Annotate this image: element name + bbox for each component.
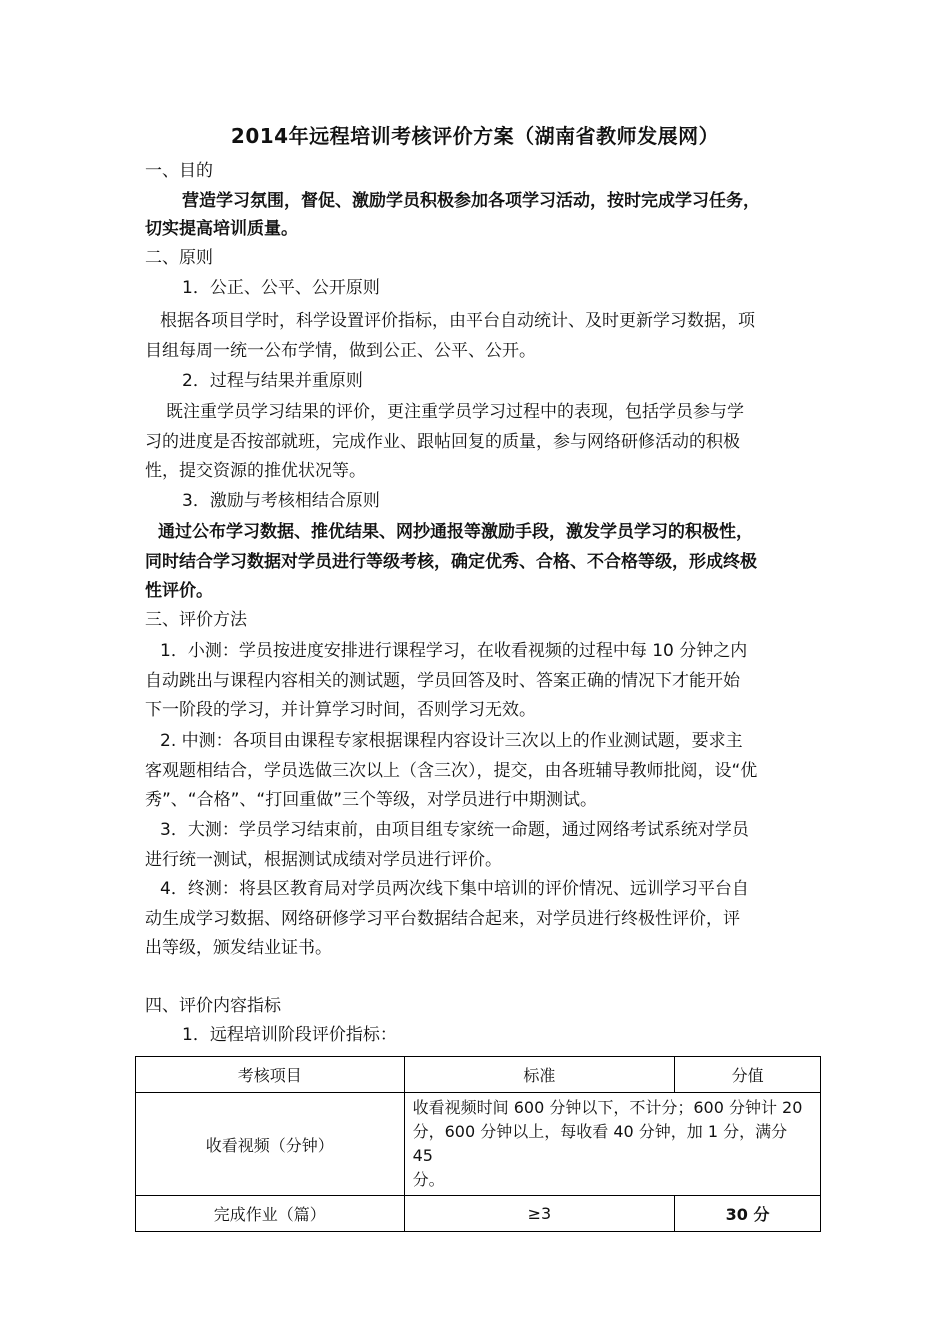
method-1-text-line: 自动跳出与课程内容相关的测试题，学员回答及时、答案正确的情况下才能开始	[145, 671, 740, 691]
table-row	[136, 1196, 821, 1232]
principle-1-text-line: 根据各项目学时，科学设置评价指标，由平台自动统计、及时更新学习数据，项	[160, 311, 755, 331]
method-2-text-line: 秀”、“合格”、“打回重做”三个等级，对学员进行中期测试。	[145, 790, 598, 810]
standard-line: 收看视频时间 600 分钟以下，不计分；600 分钟计 20	[412, 1098, 803, 1117]
method-1-text-line: 下一阶段的学习，并计算学习时间，否则学习无效。	[145, 700, 536, 720]
method-2-text-line: 客观题相结合，学员选做三次以上（含三次），提交，由各班辅导教师批阅，设“优	[145, 761, 758, 781]
criteria-subheading: 1．远程培训阶段评价指标：	[182, 1025, 397, 1045]
principle-3-title: 3．激励与考核相结合原则	[182, 491, 380, 511]
table-cell-standard: ≥3	[404, 1196, 675, 1232]
principle-3-text-line: 通过公布学习数据、推优结果、网抄通报等激励手段，激发学员学习的积极性，	[158, 522, 753, 542]
table-header-cell: 分值	[675, 1057, 821, 1093]
section-heading-purpose: 一、目的	[145, 161, 213, 181]
principle-2-text-line: 既注重学员学习结果的评价，更注重学员学习过程中的表现，包括学员参与学	[166, 402, 744, 422]
table-cell-item: 收看视频（分钟）	[136, 1093, 405, 1196]
table-header-cell: 标准	[404, 1057, 675, 1093]
table-header-row	[136, 1057, 821, 1093]
principle-2-text-line: 性，提交资源的推优状况等。	[145, 461, 366, 481]
evaluation-table	[135, 1056, 821, 1232]
principle-1-text-line: 目组每周一统一公布学情，做到公正、公平、公开。	[145, 341, 536, 361]
method-2-text-line: 2. 中测：各项目由课程专家根据课程内容设计三次以上的作业测试题，要求主	[160, 731, 743, 751]
table-cell-standard	[404, 1093, 820, 1196]
table-cell-score: 30 分	[675, 1196, 821, 1232]
section-heading-methods: 三、评价方法	[145, 610, 247, 630]
standard-line: 分。	[412, 1170, 445, 1189]
principle-2-title: 2．过程与结果并重原则	[182, 371, 363, 391]
method-3-text-line: 3．大测：学员学习结束前，由项目组专家统一命题，通过网络考试系统对学员	[160, 820, 749, 840]
principle-3-text-line: 性评价。	[145, 581, 213, 601]
purpose-text-line: 营造学习氛围，督促、激励学员积极参加各项学习活动，按时完成学习任务，	[182, 191, 760, 211]
principle-3-text-line: 同时结合学习数据对学员进行等级考核，确定优秀、合格、不合格等级，形成终极	[145, 552, 757, 572]
principle-1-title: 1．公正、公平、公开原则	[182, 278, 380, 298]
method-4-text-line: 出等级，颁发结业证书。	[145, 938, 332, 958]
section-heading-principles: 二、原则	[145, 248, 213, 268]
table-header-cell: 考核项目	[136, 1057, 405, 1093]
purpose-text-line: 切实提高培训质量。	[145, 219, 298, 239]
principle-2-text-line: 习的进度是否按部就班，完成作业、跟帖回复的质量，参与网络研修活动的积极	[145, 432, 740, 452]
method-3-text-line: 进行统一测试，根据测试成绩对学员进行评价。	[145, 850, 502, 870]
method-1-text-line: 1．小测：学员按进度安排进行课程学习，在收看视频的过程中每 10 分钟之内	[160, 641, 748, 661]
method-4-text-line: 动生成学习数据、网络研修学习平台数据结合起来，对学员进行终极性评价，评	[145, 909, 740, 929]
method-4-text-line: 4．终测：将县区教育局对学员两次线下集中培训的评价情况、远训学习平台自	[160, 879, 749, 899]
table-cell-item: 完成作业（篇）	[136, 1196, 405, 1232]
document-title: 2014年远程培训考核评价方案（湖南省教师发展网）	[230, 124, 720, 148]
table-row	[136, 1093, 821, 1196]
standard-line: 分，600 分钟以上，每收看 40 分钟，加 1 分，满分 45	[412, 1122, 788, 1165]
section-heading-criteria: 四、评价内容指标	[145, 996, 281, 1016]
